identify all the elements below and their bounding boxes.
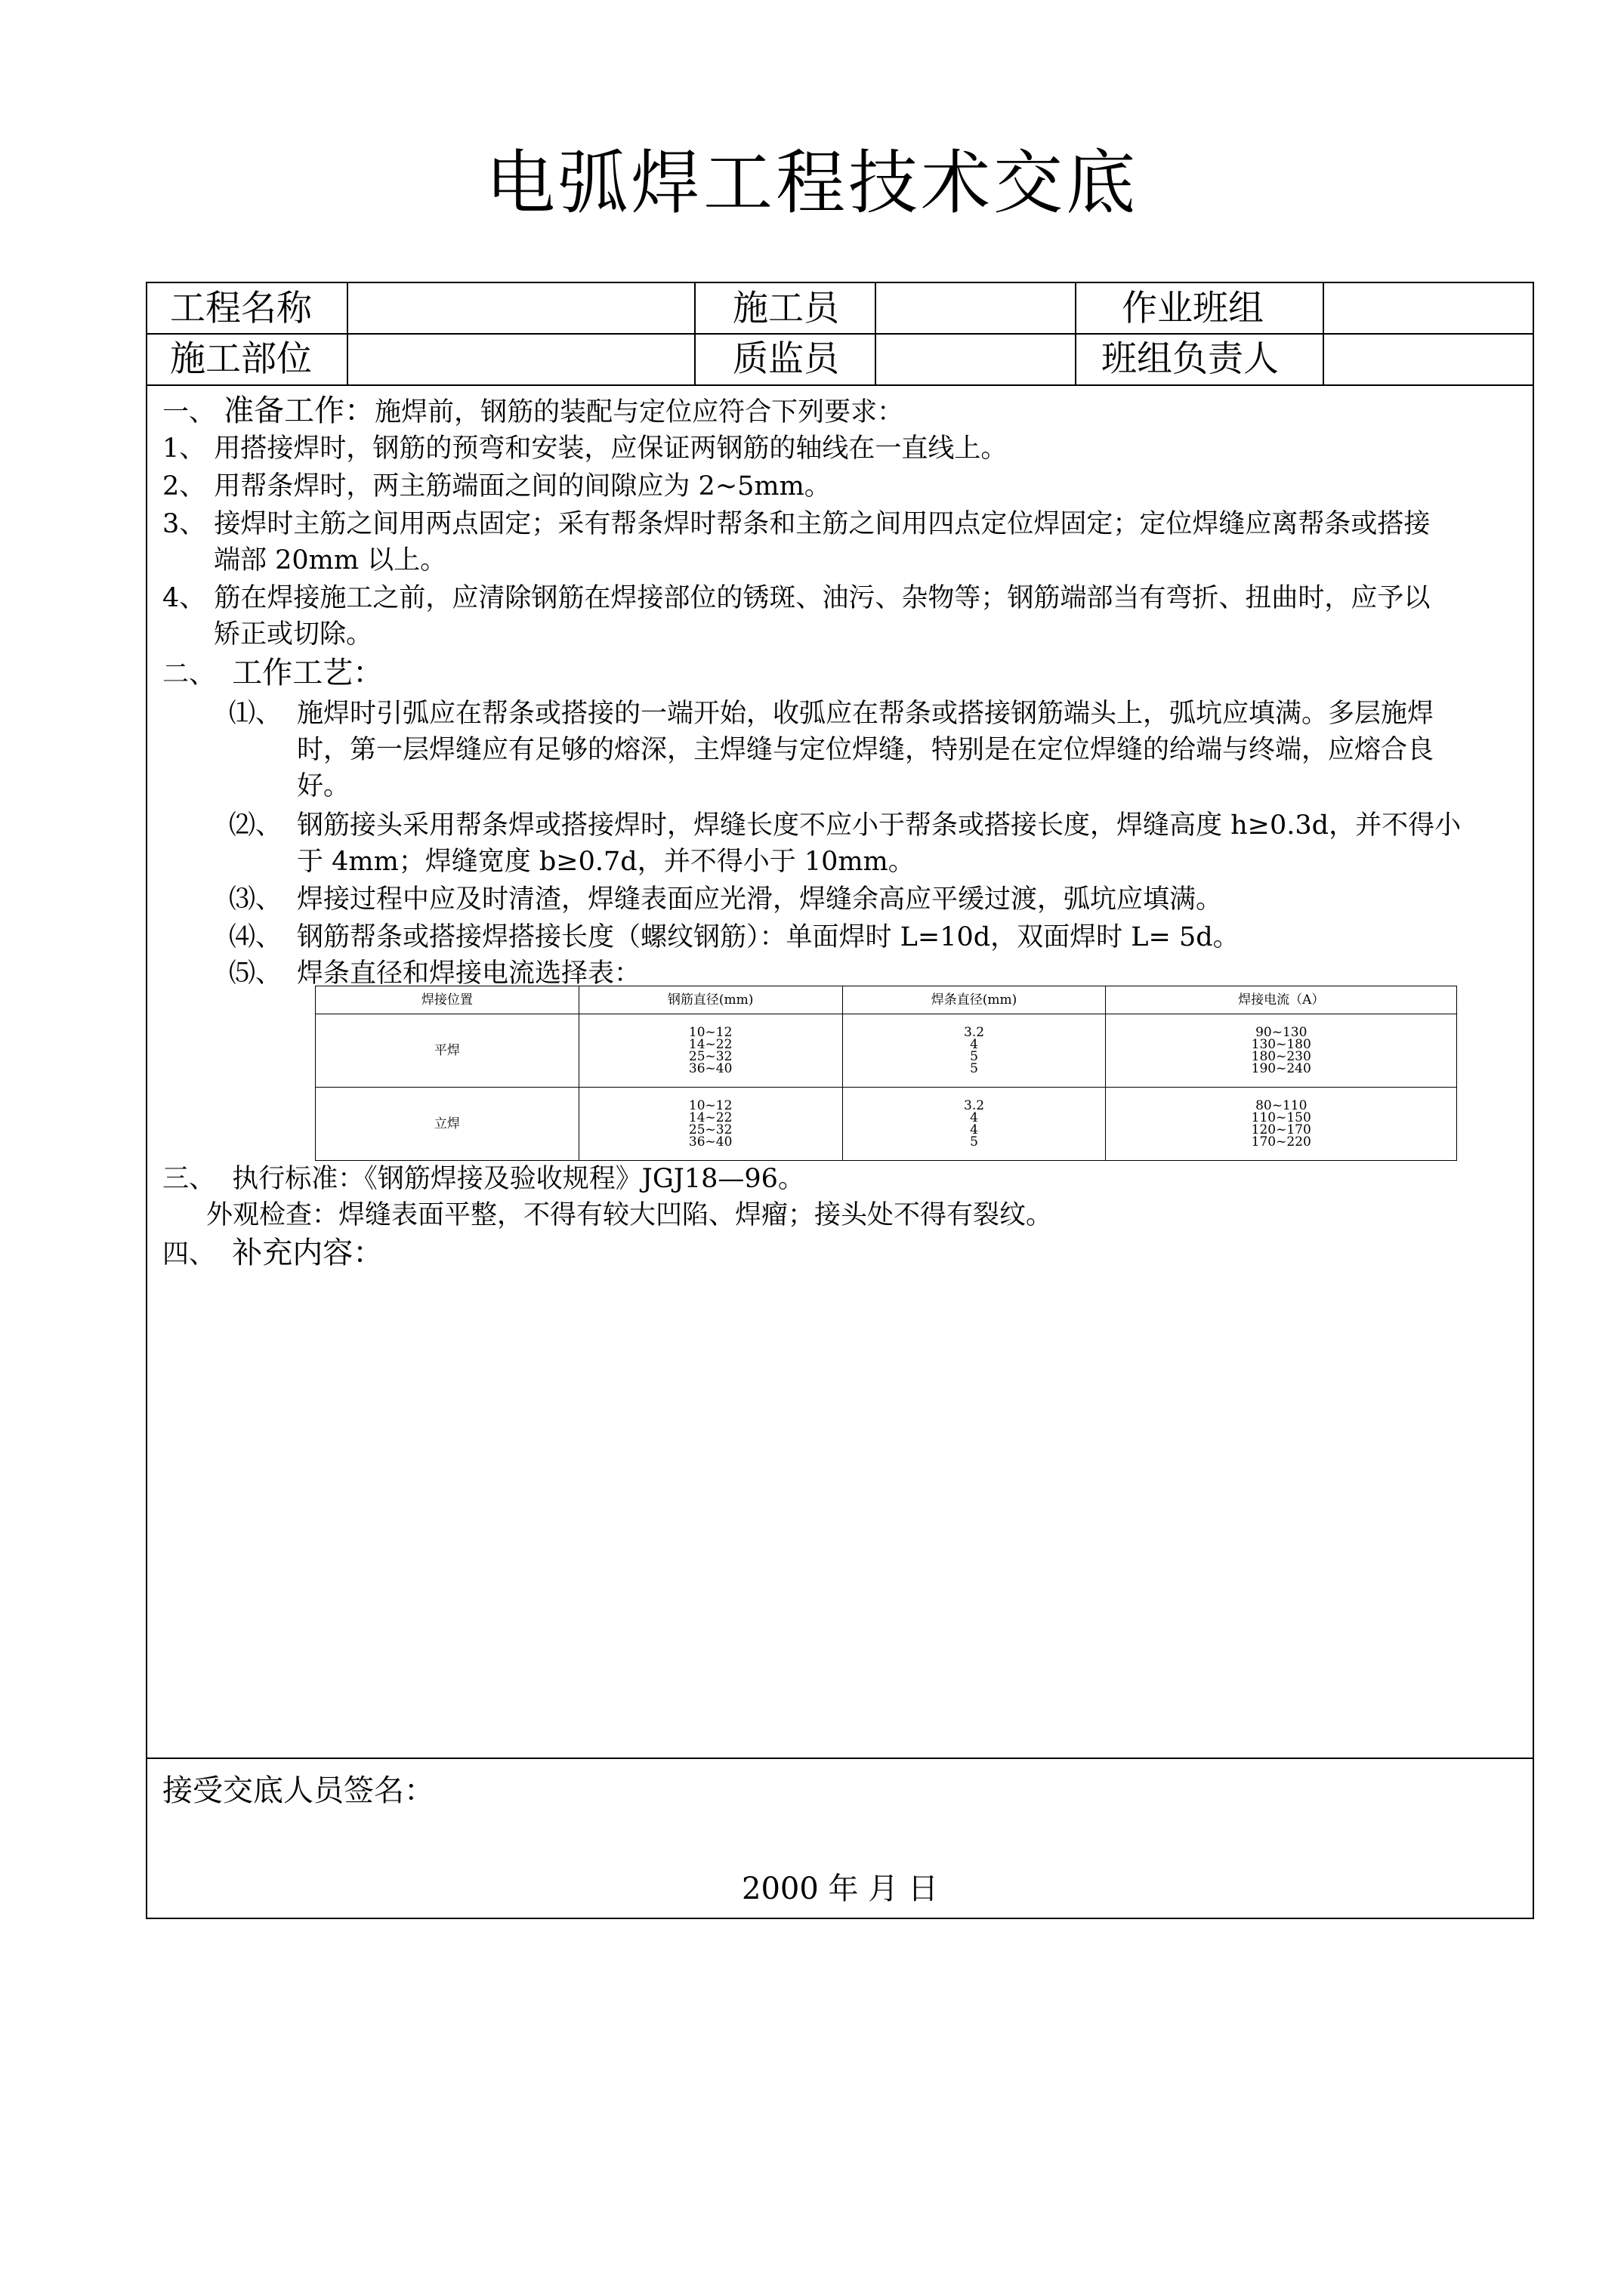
label-constructor: 施工员 bbox=[733, 288, 839, 329]
section2-item-1-l2: 时，第一层焊缝应有足够的熔深，主焊缝与定位焊缝，特别是在定位焊缝的给端与终端，应熔合良 bbox=[297, 735, 1434, 765]
rebar-cell: 10~12 14~22 25~32 36~40 bbox=[579, 1014, 842, 1088]
section2-item-2-l2: 于 4mm；焊缝宽度 b≥0.7d，并不得小于 10mm。 bbox=[297, 847, 915, 877]
project-name-value[interactable] bbox=[347, 283, 693, 333]
label-team-leader: 班组负责人 bbox=[1101, 338, 1279, 380]
section2-item-5-num: ⑸、 bbox=[229, 958, 283, 989]
quality-supervisor-value[interactable] bbox=[875, 334, 1074, 384]
section2-heading: 二、 工作工艺： bbox=[162, 656, 384, 690]
current-cell: 90~130 130~180 180~230 190~240 bbox=[1106, 1014, 1457, 1088]
section2-item-1-num: ⑴、 bbox=[229, 699, 283, 729]
table-row bbox=[316, 1088, 1457, 1161]
section3-inspection: 外观检查：焊缝表面平整，不得有较大凹陷、焊瘤；接头处不得有裂纹。 bbox=[206, 1200, 1053, 1230]
section1-item-2: 2、 用帮条焊时，两主筋端面之间的间隙应为 2~5mm。 bbox=[162, 471, 831, 501]
table-row bbox=[316, 1014, 1457, 1088]
section2-item-1-l3: 好。 bbox=[297, 771, 350, 801]
table-header-row bbox=[316, 986, 1457, 1014]
section2-item-1-l1: 施焊时引弧应在帮条或搭接的一端开始，收弧应在帮条或搭接钢筋端头上，弧坑应填满。多层施焊 bbox=[297, 699, 1434, 729]
vline-2 bbox=[694, 283, 696, 335]
label-work-team: 作业班组 bbox=[1122, 288, 1264, 329]
section1-item-3: 3、 接焊时主筋之间用两点固定；采有帮条焊时帮条和主筋之间用四点定位焊固定；定位焊缝应离帮条或搭接 bbox=[162, 509, 1431, 539]
section1-item-4-cont: 矫正或切除。 bbox=[214, 619, 373, 650]
vline-4 bbox=[1075, 283, 1076, 335]
section2-item-3-num: ⑶、 bbox=[229, 884, 283, 915]
signature-area[interactable] bbox=[155, 1816, 1522, 1862]
document-title: 电弧焊工程技术交底 bbox=[485, 143, 1138, 224]
vline-4b bbox=[1075, 333, 1076, 384]
table-header: 钢筋直径(mm) bbox=[579, 986, 842, 1014]
label-quality-supervisor: 质监员 bbox=[733, 338, 839, 380]
signature-label: 接受交底人员签名： bbox=[162, 1773, 434, 1808]
signature-divider bbox=[147, 1758, 1533, 1759]
table-header: 焊接电流（A） bbox=[1106, 986, 1457, 1014]
signature-date: 2000 年 月 日 bbox=[742, 1872, 938, 1906]
rebar-cell: 10~12 14~22 25~32 36~40 bbox=[579, 1088, 842, 1161]
current-cell: 80~110 110~150 120~170 170~220 bbox=[1106, 1088, 1457, 1161]
section1-heading: 一、 准备工作：施焊前，钢筋的装配与定位应符合下列要求： bbox=[162, 393, 904, 428]
work-team-value[interactable] bbox=[1323, 283, 1533, 333]
position-cell: 平焊 bbox=[316, 1014, 579, 1088]
section1-item-1: 1、 用搭接焊时，钢筋的预弯和安装，应保证两钢筋的轴线在一直线上。 bbox=[162, 434, 1008, 464]
section4-heading: 四、 补充内容： bbox=[162, 1236, 384, 1270]
position-cell: 立焊 bbox=[316, 1088, 579, 1161]
section2-item-3-l1: 焊接过程中应及时清渣，焊缝表面应光滑，焊缝余高应平缓过渡，弧坑应填满。 bbox=[297, 884, 1223, 915]
label-construction-part: 施工部位 bbox=[170, 338, 312, 380]
section2-item-5-l1: 焊条直径和焊接电流选择表： bbox=[297, 958, 641, 989]
section2-item-4-l1: 钢筋帮条或搭接焊搭接长度（螺纹钢筋）：单面焊时 L=10d，双面焊时 L= 5d。 bbox=[297, 922, 1240, 952]
section2-item-2-num: ⑵、 bbox=[229, 810, 283, 841]
table-header: 焊条直径(mm) bbox=[842, 986, 1106, 1014]
supplement-content-area[interactable] bbox=[155, 1280, 1522, 1658]
header-divider-2 bbox=[147, 384, 1533, 386]
rod-cell: 3.2 4 4 5 bbox=[842, 1088, 1106, 1161]
vline-2b bbox=[694, 333, 696, 384]
constructor-value[interactable] bbox=[875, 283, 1074, 333]
section1-item-4: 4、 筋在焊接施工之前，应清除钢筋在焊接部位的锈斑、油污、杂物等；钢筋端部当有弯折、扭曲时，应予以 bbox=[162, 583, 1431, 613]
form-frame bbox=[146, 282, 1534, 1919]
section2-item-2-l1: 钢筋接头采用帮条焊或搭接焊时，焊缝长度不应小于帮条或搭接长度，焊缝高度 h≥0.3d，并不得小 bbox=[297, 810, 1462, 841]
section3-standard: 三、 执行标准：《钢筋焊接及验收规程》JGJ18—96。 bbox=[162, 1164, 804, 1194]
construction-part-value[interactable] bbox=[347, 334, 693, 384]
team-leader-value[interactable] bbox=[1323, 334, 1533, 384]
section1-item-3-cont: 端部 20mm 以上。 bbox=[214, 545, 447, 576]
table-header: 焊接位置 bbox=[316, 986, 579, 1014]
weld-parameter-table bbox=[315, 986, 1457, 1161]
rod-cell: 3.2 4 5 5 bbox=[842, 1014, 1106, 1088]
label-project-name: 工程名称 bbox=[170, 288, 312, 329]
section2-item-4-num: ⑷、 bbox=[229, 922, 283, 952]
